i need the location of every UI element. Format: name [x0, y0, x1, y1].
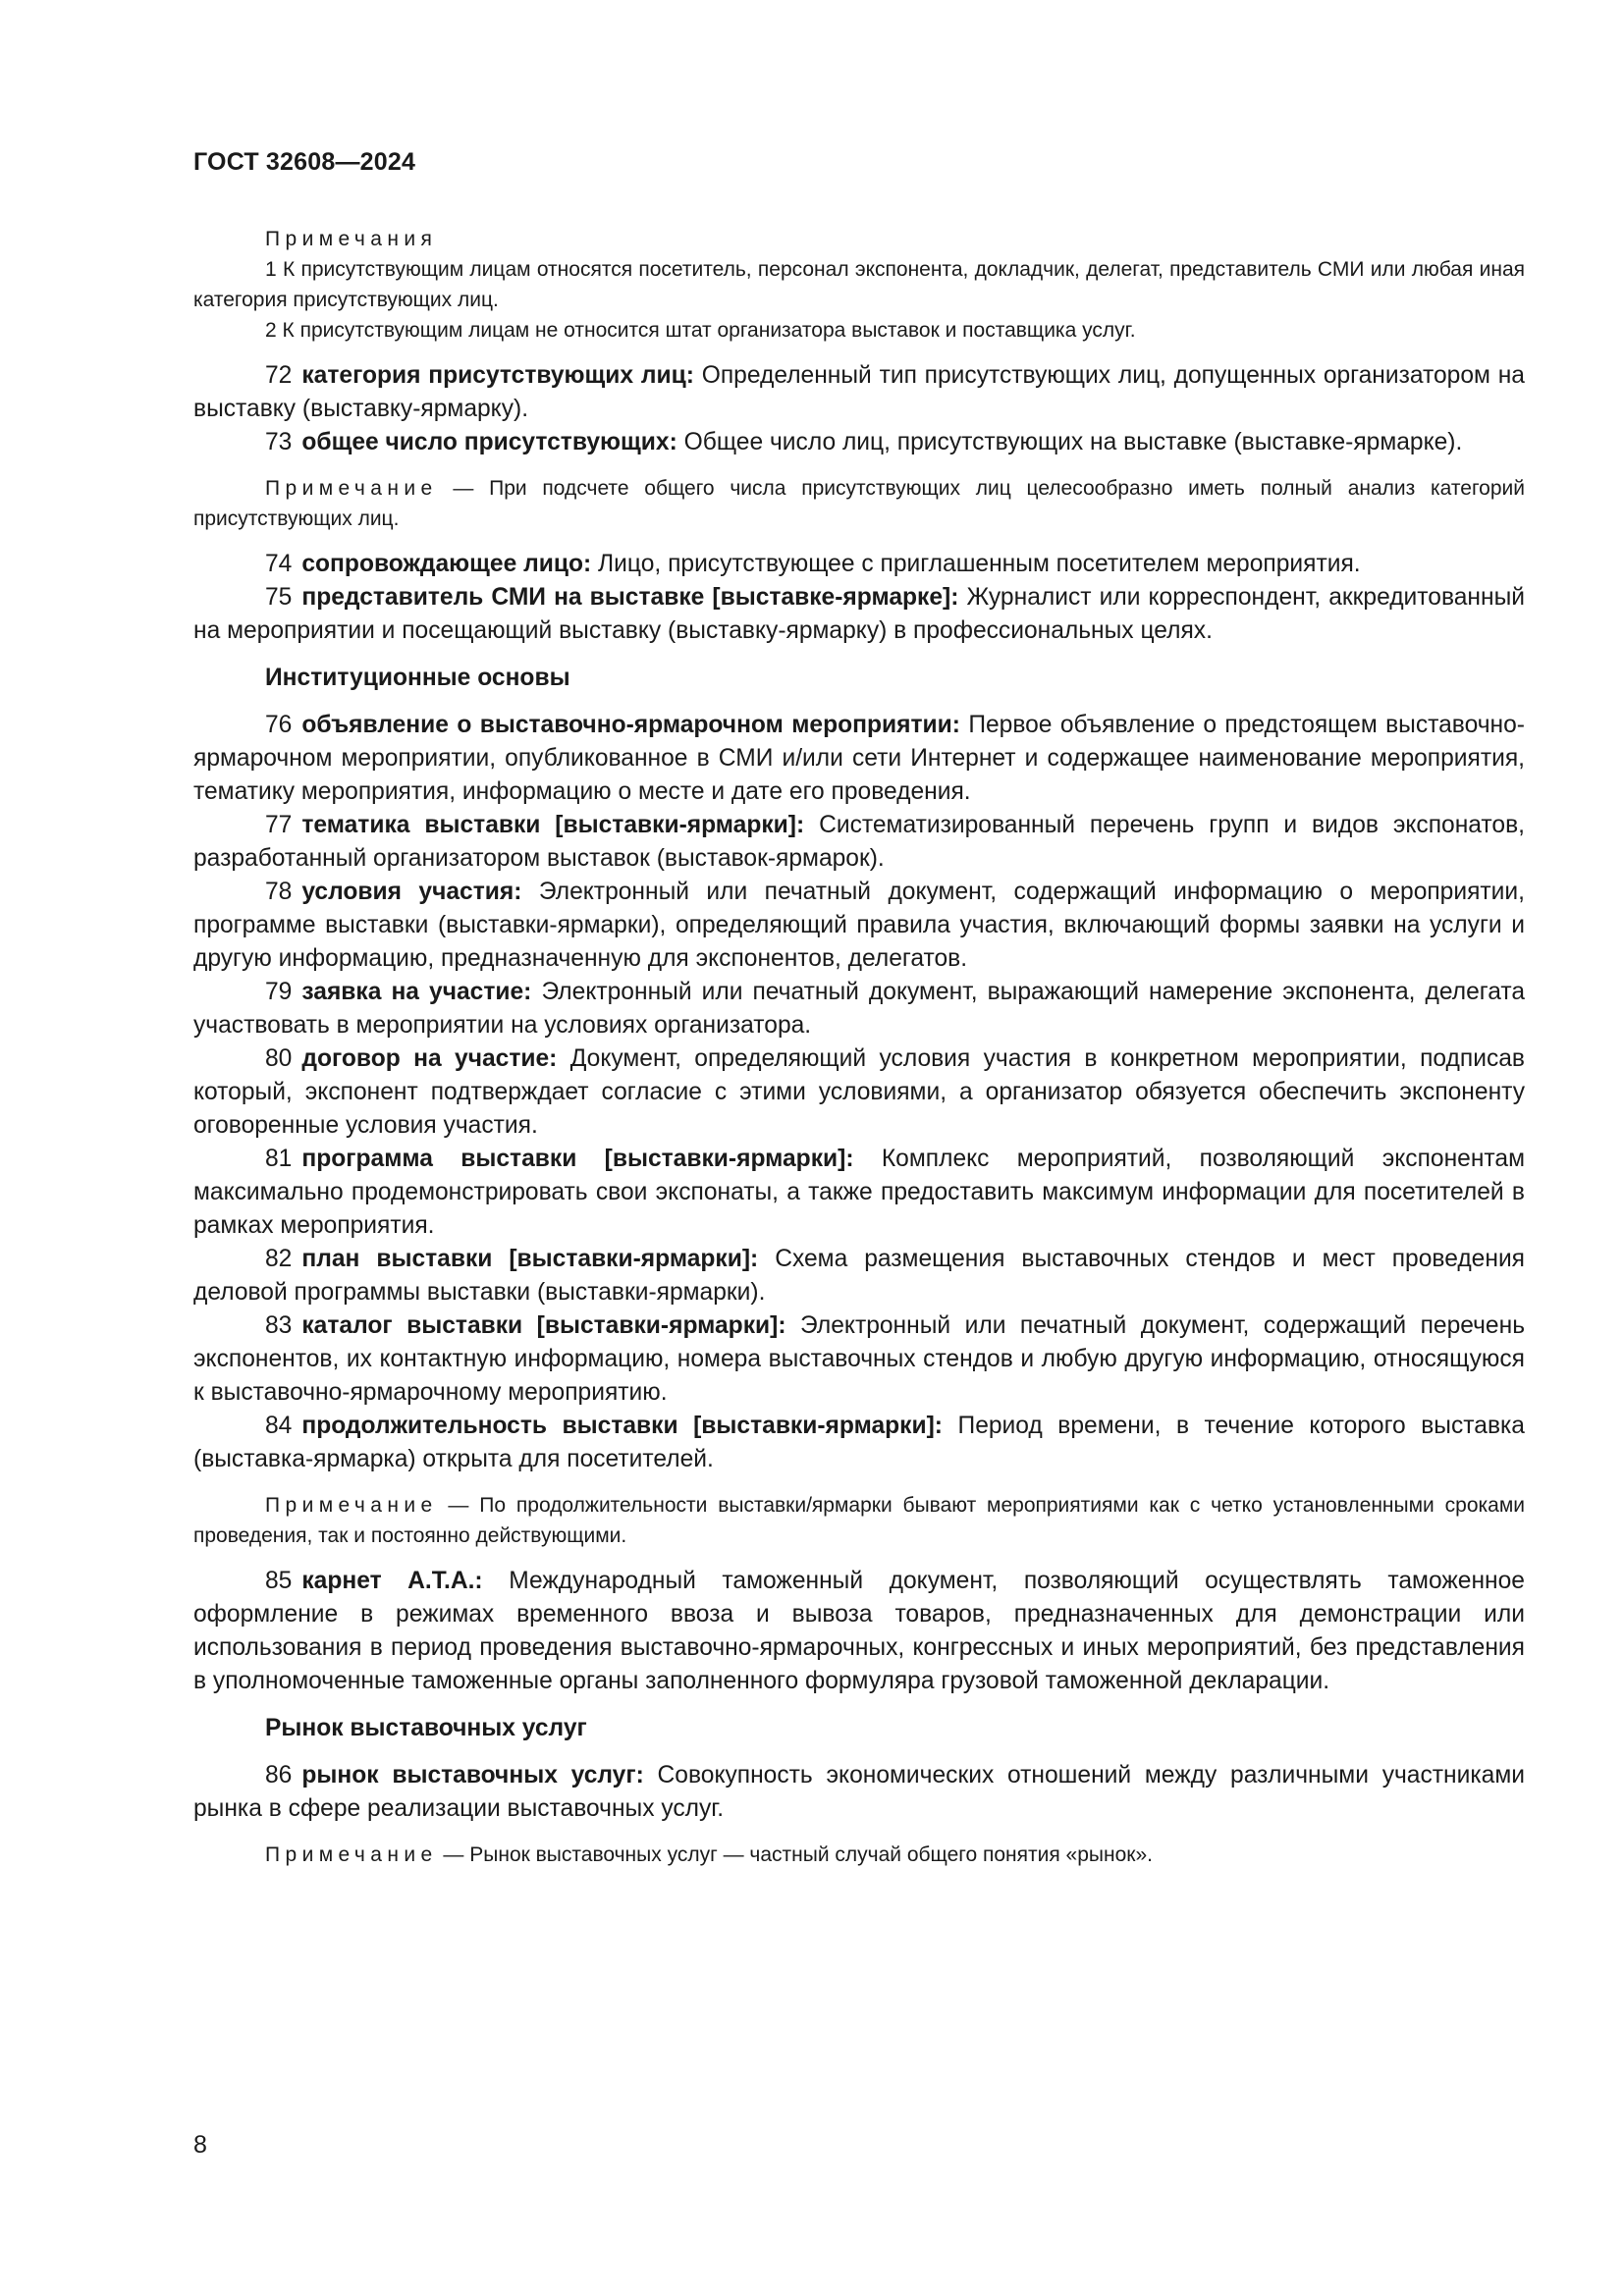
document-body [193, 224, 1525, 1870]
note-86: Примечание — Рынок выставочных услуг — частный случай общего понятия «рынок». [265, 1843, 1153, 1866]
term-83: 83 каталог выставки [выставки-ярмарки]: Электронный или печатный документ, содержащий перечень экспонентов, их контактную информацию, номера выставочных стендов и любую другую информацию, относящуюся к выставочно-ярмарочному мероприятию. [193, 1312, 1526, 1406]
document-header: ГОСТ 32608—2024 [193, 148, 416, 176]
term-82: 82 план выставки [выставки-ярмарки]: Схема размещения выставочных стендов и мест проведения деловой программы выставки (выставки-ярмарки). [193, 1246, 1525, 1306]
term-72: 72 категория присутствующих лиц: Определенный тип присутствующих лиц, допущенных организатором на выставку (выставку-ярмарку). [193, 362, 1525, 422]
notes-label: Примечания [265, 228, 438, 250]
term-80: 80 договор на участие: Документ, определяющий условия участия в конкретном мероприятии, подписав который, экспонент подтверждает согласие с этими условиями, а организатор обязуется обеспечить экспоненту оговоренные условия участия. [193, 1045, 1525, 1139]
note-item-2: 2 К присутствующим лицам не относится штат организатора выставок и поставщика услуг. [265, 319, 1136, 342]
note-84: Примечание — По продолжительности выставки/ярмарки бывают мероприятиями как с четко установленными сроками проведения, так и постоянно действующими. [193, 1494, 1525, 1547]
term-85: 85 карнет А.Т.А.: Международный таможенный документ, позволяющий осуществлять таможенное оформление в режимах временного ввоза и вывоза товаров, предназначенных для демонстрации или использования в период проведения выставочно-ярмарочных, конгрессных и иных мероприятий, без представления в уполномоченные таможенные органы заполненного формуляра грузовой таможенной декларации. [193, 1568, 1525, 1694]
term-86: 86 рынок выставочных услуг: Совокупность экономических отношений между различными участниками рынка в сфере реализации выставочных услуг. [193, 1762, 1525, 1822]
term-78: 78 условия участия: Электронный или печатный документ, содержащий информацию о мероприятии, программе выставки (выставки-ярмарки), определяющий правила участия, включающий формы заявки на услуги и другую информацию, предназначенную для экспонентов, делегатов. [193, 879, 1525, 972]
section-market: Рынок выставочных услуг [265, 1715, 587, 1741]
term-74: 74 сопровождающее лицо: Лицо, присутствующее с приглашенным посетителем мероприятия. [265, 551, 1361, 577]
note-item-1: 1 К присутствующим лицам относятся посетитель, персонал экспонента, докладчик, делегат, представитель СМИ или любая иная категория присутствующих лиц. [193, 258, 1525, 311]
page-number: 8 [193, 2131, 207, 2159]
term-73: 73 общее число присутствующих: Общее число лиц, присутствующих на выставке (выставке-ярмарке). [265, 429, 1463, 455]
term-79: 79 заявка на участие: Электронный или печатный документ, выражающий намерение экспонента, делегата участвовать в мероприятии на условиях организатора. [193, 979, 1526, 1039]
term-76: 76 объявление о выставочно-ярмарочном мероприятии: Первое объявление о предстоящем выставочно-ярмарочном мероприятии, опубликованное в СМИ и/или сети Интернет и содержащее наименование мероприятия, тематику мероприятия, информацию о месте и дате его проведения. [193, 712, 1525, 805]
note-73: Примечание — При подсчете общего числа присутствующих лиц целесообразно иметь полный анализ категорий присутствующих лиц. [193, 477, 1525, 530]
term-77: 77 тематика выставки [выставки-ярмарки]: Систематизированный перечень групп и видов экспонатов, разработанный организатором выставок (выставок-ярмарок). [193, 812, 1525, 872]
notes-top [193, 224, 1525, 346]
section-institutional: Институционные основы [265, 665, 570, 691]
term-84: 84 продолжительность выставки [выставки-ярмарки]: Период времени, в течение которого выставка (выставка-ярмарка) открыта для посетителей. [193, 1413, 1525, 1472]
term-81: 81 программа выставки [выставки-ярмарки]: Комплекс мероприятий, позволяющий экспонентам максимально продемонстрировать свои экспонаты, а также предоставить максимум информации для посетителей в рамках мероприятия. [193, 1146, 1525, 1239]
term-75: 75 представитель СМИ на выставке [выставке-ярмарке]: Журналист или корреспондент, аккредитованный на мероприятии и посещающий выставку (выставку-ярмарку) в профессиональных целях. [193, 584, 1526, 644]
